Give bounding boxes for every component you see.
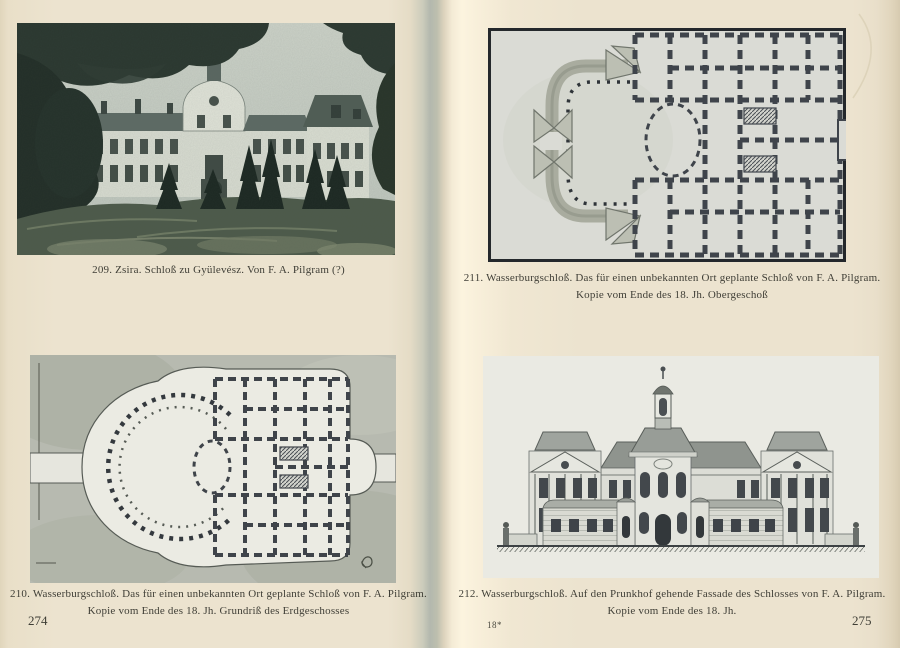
bridge-west [30,453,88,483]
plan-erdgeschoss [30,355,396,583]
caption-line: 210. Wasserburgschloß. Das für einen unbekannten Ort geplante Schloß von F. A. Pilgram. [10,588,427,600]
signature-mark: 18* [487,620,502,630]
caption-line: Kopie vom Ende des 18. Jh. Grundriß des Erdgeschosses [87,604,350,617]
figure-209-photo [17,23,395,255]
caption-line: 211. Wasserburgschloß. Das für einen unbekannten Ort geplante Schloß von F. A. Pilgram. [463,272,881,284]
caption-line: 212. Wasserburgschloß. Auf den Prunkhof gehende Fassade des Schlosses von F. A. Pilgram. [458,588,886,600]
portal [655,514,671,546]
wing-door [622,516,630,538]
photo-schloss-zsira [17,23,395,255]
finial [661,367,666,372]
right-page [437,0,900,648]
figure-210-caption [0,586,437,619]
wing-door [696,516,704,538]
figure-212-caption [447,586,897,619]
right-low-wing [691,498,783,546]
ground-hatch [497,547,865,552]
oculus [561,461,569,469]
figure-209-caption [0,262,437,279]
plan-obergeschoss [488,28,846,262]
elevation-prunkhof-fassade [483,356,879,578]
page-number-right: 275 [852,613,872,628]
paper-scratch [847,10,892,105]
figure-212-elevation [483,356,879,578]
left-page [0,0,437,648]
oculus [793,461,801,469]
figure-211-plan [488,28,846,262]
photo-grain [17,23,395,255]
figure-211-caption [447,270,897,303]
caption-line: Kopie vom Ende des 18. Jh. [607,604,737,617]
caption-line: Kopie vom Ende des 18. Jh. Obergeschoß [576,288,768,301]
left-low-wing [543,498,635,546]
garden-bay [838,120,846,160]
figure-210-plan [30,355,396,583]
caption-line: 209. Zsira. Schloß zu Gyülevész. Von F. A. Pilgram (?) [92,264,345,276]
balustrade [629,452,697,457]
page-number-left: 274 [28,613,48,628]
